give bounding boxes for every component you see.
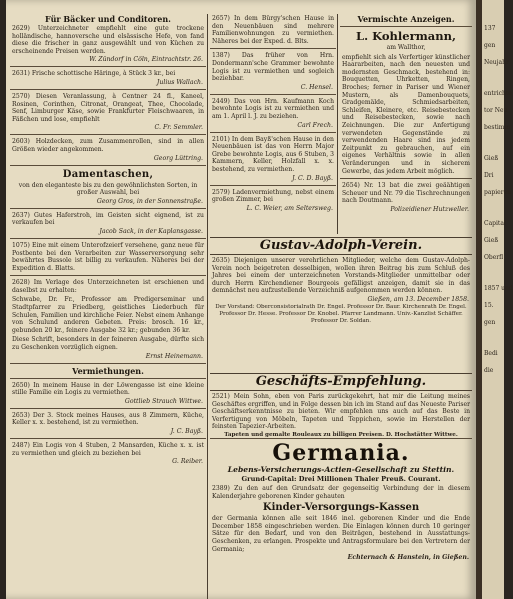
divider — [210, 185, 336, 186]
notice-signatories: Der Vorstand: Oberconsistorialrath Dr. Engel. Professor Dr. Baur. Kirchenrath Dr. Engel. Professor Dr. Hesse. Professor Dr. Knobel. Pfarrer Landmann. Univ.-Kanzlist Schäffer. Professor Dr. Soldan. — [215, 303, 467, 324]
ad-text: 2637) Gutes Haferstroh, im Geisten sicht eignend, ist zu verkaufen bei — [12, 211, 204, 227]
germania-signature: Echternach & Hanstein, in Gießen. — [347, 554, 469, 562]
ad-signature: L. C. Weier, am Seltersweg. — [246, 204, 333, 212]
ad-signature: Polizeidiener Hutzweller. — [390, 205, 469, 213]
gustav-adolph-notice — [210, 236, 472, 325]
divider — [210, 132, 336, 133]
ad-text: 2449) Das von Hrn. Kaufmann Koch bewohnte Logis ist zu vermiethen und am 1. April l. J. zu beziehen. — [212, 97, 334, 120]
column-rule — [207, 14, 208, 599]
divider — [210, 94, 336, 95]
ad-text: 2629) Unterzeichneter empfiehlt eine gute trockene holländische, hannoversche und elsässische Hefe, von fand diese die frischer in ganz ausgewählt und von Küchen zu erscheinende Preisen werden. — [12, 25, 204, 55]
next-page-line: 1857 und — [484, 285, 513, 292]
ad-heading: Damentaschen, — [62, 168, 154, 180]
ad-heading: L. Kohlermann, — [356, 29, 456, 43]
section-heading: Vermischte Anzeigen. — [357, 14, 455, 24]
ad-signature: Gottlieb Strauch Wittwe. — [124, 397, 203, 405]
ad-signature: Georg Gros, in der Sonnenstraße. — [96, 197, 203, 205]
divider — [10, 238, 206, 239]
next-page-line: tor Neu — [484, 107, 508, 114]
next-page-line: Capital — [484, 220, 506, 227]
ad-text: 1387) Das früher von Hrn. Dondermann'sche Grammer bewohnte Logis ist zu vermiethen und sogleich beziehbar. — [212, 52, 334, 83]
next-page-text — [482, 24, 513, 375]
next-page-line: die — [484, 367, 494, 374]
next-page-line: bestimm — [484, 124, 511, 131]
next-page-line: 137 — [484, 25, 496, 32]
column-rule — [337, 14, 338, 234]
ad-signature: Ernst Heinemann. — [145, 352, 203, 360]
ad-heading: Für Bäcker und Conditoren. — [45, 14, 171, 24]
ad-text: Diese Schrift, besonders in der feineren Ausgabe, dürfte sich zu Geschenken vorzüglich eignen. — [12, 336, 204, 352]
germania-heading: Kinder-Versorgungs-Kassen — [262, 502, 420, 514]
ad-text: 2631) Frische schottische Häringe, à Stück 3 kr., bei — [12, 70, 176, 78]
next-page-line: Bedi — [484, 350, 498, 357]
notice-title: Gustav-Adolph-Verein. — [210, 237, 472, 255]
ad-text: 2657) In dem Bürgy'schen Hause in den Neuenbäuen sind mehrere Familienwohnungen zu vermiethen. Näheres bei der Exped. d. Blts. — [212, 15, 334, 45]
next-page-line: Gieß — [484, 237, 499, 244]
notice-date: Gießen, am 13. December 1858. — [367, 295, 469, 303]
ad-text: 2603) Holzdecken, zum Zusammenrollen, sind in allen Größen wieder angekommen. — [12, 138, 204, 153]
ad-signature: Carl Frech. — [297, 121, 333, 129]
column-2 — [210, 14, 336, 232]
next-page-line: Neujahr — [484, 59, 509, 66]
germania-advertisement — [210, 436, 472, 562]
ad-text: empfiehlt sich als Verfertiger künstlicher Haararbeiten, nach den neuesten und modernsten Geschmack, bestehend in: Bouquetten, Uhrketten, Ringen, Broches; ferner in Pariser und Wiener Mustern, als Damenbouquets, Gradgemälde, Schmiedsarbeiten, Schleifen, Kleinere, etc. Reisebestecken und Reisebestecken, sowie nach Zeichnungen. Die zur Anfertigung verwendeten Gegenstände zu verwendenden Haare sind ins jedem Zeitpunkt zu gebrauchen, auf ein eigenes Verhältnis sowie in allen Veränderungen und in sicherem Gewerbe, das jedem Arbeit möglich. — [342, 53, 470, 175]
ad-signature: Julius Wallach. — [156, 78, 203, 86]
next-page-line: entrichte — [484, 90, 512, 97]
column-3 — [340, 14, 472, 234]
germania-text: der Germania können alle seit 1846 inel. geborenen Kinder und die Ende December 1858 eingeschrieben werden. Die Einlagen können durch 10 geringer Sätze für den Bedarf, und von den Beiträgen, bestehend in Ausstattungs-Geschenken, zu erlangen. Prospekte und Antragsformulare bei den Vertretern der Germania; — [212, 515, 470, 553]
business-recommendation — [210, 372, 472, 439]
divider — [10, 165, 206, 166]
ad-signature: J. C. D. Bayß. — [292, 174, 333, 182]
ad-signature: Georg Lüttring. — [153, 154, 203, 162]
ad-signature: W. Zündorf in Cöln, Eintrachtstr. 26. — [89, 56, 203, 64]
notice-signature: Tapeten und gemalte Rouleaux zu billigen Preisen. D. Hochstätter Wittwe. — [224, 431, 458, 438]
divider — [340, 26, 472, 27]
ad-text: am Wallthor, — [386, 44, 426, 51]
divider — [10, 134, 206, 135]
section-heading: Vermiethungen. — [72, 365, 144, 376]
next-page-line: Dri — [484, 172, 494, 179]
next-page-line: Oberfl — [484, 254, 504, 261]
ad-signature: C. Fr. Semmler. — [154, 124, 203, 132]
ad-signature: Jacob Sack, in der Kaplansgasse. — [99, 227, 203, 235]
ad-text: 2570) Diesen Veranlassung, à Centner 24 fl., Kaneel, Rosinen, Corinthen, Citronat, Orangeat, Thee, Chocolade, Senf, Limburger Käse, sowie Frankfurter Fleischwaaren, in Fäßchen und lose, empfiehlt — [12, 92, 204, 123]
notice-text: 2635) Diejenigen unserer verehrlichen Mitglieder, welche dem Gustav-Adolph-Verein noch beigetreten desselbigen, wollen ihren Beitrag bis zum Schluß des Jahres bei einem der unterzeichneten Vorstands-Mitglieder unmittelbar oder durch Herrn Kirchendiener Bourgeois gefälligst anzeigen, damit sie in das demnächst neu aufzustellende Verzeichniß aufgenommen werden können. — [212, 257, 470, 295]
divider — [10, 66, 206, 67]
ad-signature: C. Hensel. — [300, 83, 333, 91]
ad-text: 2628) Im Verlage des Unterzeichneten ist erschienen und daselbst zu erhalten: — [12, 279, 204, 294]
divider — [10, 89, 206, 90]
divider — [10, 275, 206, 276]
germania-title: Germania. — [272, 440, 410, 466]
ad-text: 2579) Ladenvermiethung, nebst einem großen Zimmer, bei — [212, 188, 334, 204]
ad-text: 2654) Nr. 13 bat die zwei geäähtigen Scheuer und Nr. 79 die Tischrechnungen nach Doutmann. — [342, 182, 470, 205]
next-page-line: gen — [484, 42, 496, 49]
ad-signature: G. Reiber. — [172, 458, 203, 466]
germania-text: 2389) Zu den auf den Grundsatz der gegenseitig Verbindung der in diesem Kalenderjahre geborenen Kinder gehauten — [212, 485, 470, 500]
ad-text: 2101) In dem Bayß'schen Hause in den Neuenbäuen ist das von Herrn Major Grebe bewohnte Logis, aus 6 Stuben, 3 Kammern, Keller, Holzfall x. x. bestehend, zu vermiethen. — [212, 135, 334, 173]
ad-text: 2487) Ein Logis von 4 Stuben, 2 Mansarden, Küche x. x. ist zu vermiethen und gleich zu beziehen bei — [12, 442, 204, 457]
notice-title: Geschäfts-Empfehlung. — [210, 373, 472, 391]
divider — [10, 408, 206, 409]
ad-text: 1075) Eine mit einem Unterofzeierf versehene, ganz neue für Postbente bei den Verarbeiten zur Wasserversorgung sehr bewährtes Bussole ist billig zu verkaufen. Näheres bei der Expedition d. Blatts. — [12, 241, 204, 272]
next-page-edge — [482, 0, 513, 599]
germania-subtitle: Lebens-Versicherungs-Actien-Gesellschaft zu Stettin. — [227, 465, 455, 474]
ad-text: von den eleganteste bis zu den gewöhnlichsten Sorten, in großer Auswahl, bei — [18, 181, 198, 197]
next-page-line: 15. — [484, 302, 494, 309]
divider — [10, 208, 206, 209]
next-page-line: papieren — [484, 189, 512, 196]
divider — [10, 378, 206, 379]
divider — [210, 48, 336, 49]
ad-signature: J. C. Bayß. — [170, 428, 203, 435]
germania-capital: Grund-Capital: Drei Millionen Thaler Preuß. Courant. — [241, 475, 441, 483]
divider — [340, 178, 472, 179]
ad-text: Schwabe, Dr. Fr., Professor am Predigerseminar und Stadtpfarrer zu Friedberg, geistliches Liederbuch für Schulen, Familien und kirchliche Feier. Nebst einem Anhange von Schulund anderen Gebeten. Preis: brosch. 16 kr., gebunden 20 kr., feinere Ausgabe 32 kr.; gebunden 36 kr. — [12, 296, 204, 334]
next-page-line: Gieß — [484, 155, 499, 162]
ad-text: 2650) In meinem Hause in der Löwengasse ist eine kleine stille Familie ein Logis zu vermiethen. — [12, 381, 204, 397]
notice-text: 2521) Mein Sohn, eben von Paris zurückgekehrt, hat mir die Leitung meines Geschäftes ergriffen, und in Folge dessen bin ich im Stand auf das Neueste Pariser Geschäftserkenntnisse zu bieten. Wir empfehlen uns auch auf das Beste in Verfertigung von Möbeln, Tapeten und Teppichen, sowie im Herstellen der feinsten Tapezier-Arbeiten. — [212, 393, 470, 431]
column-1 — [10, 14, 206, 599]
ad-text: 2653) Der 3. Stock meines Hauses, aus 8 Zimmern, Küche, Keller x. x. bestehend, ist zu vermiethen. — [12, 411, 204, 427]
divider — [210, 438, 472, 439]
newspaper-page — [6, 0, 476, 599]
divider — [10, 363, 206, 364]
divider — [10, 438, 206, 439]
next-page-line: gen — [484, 319, 496, 326]
